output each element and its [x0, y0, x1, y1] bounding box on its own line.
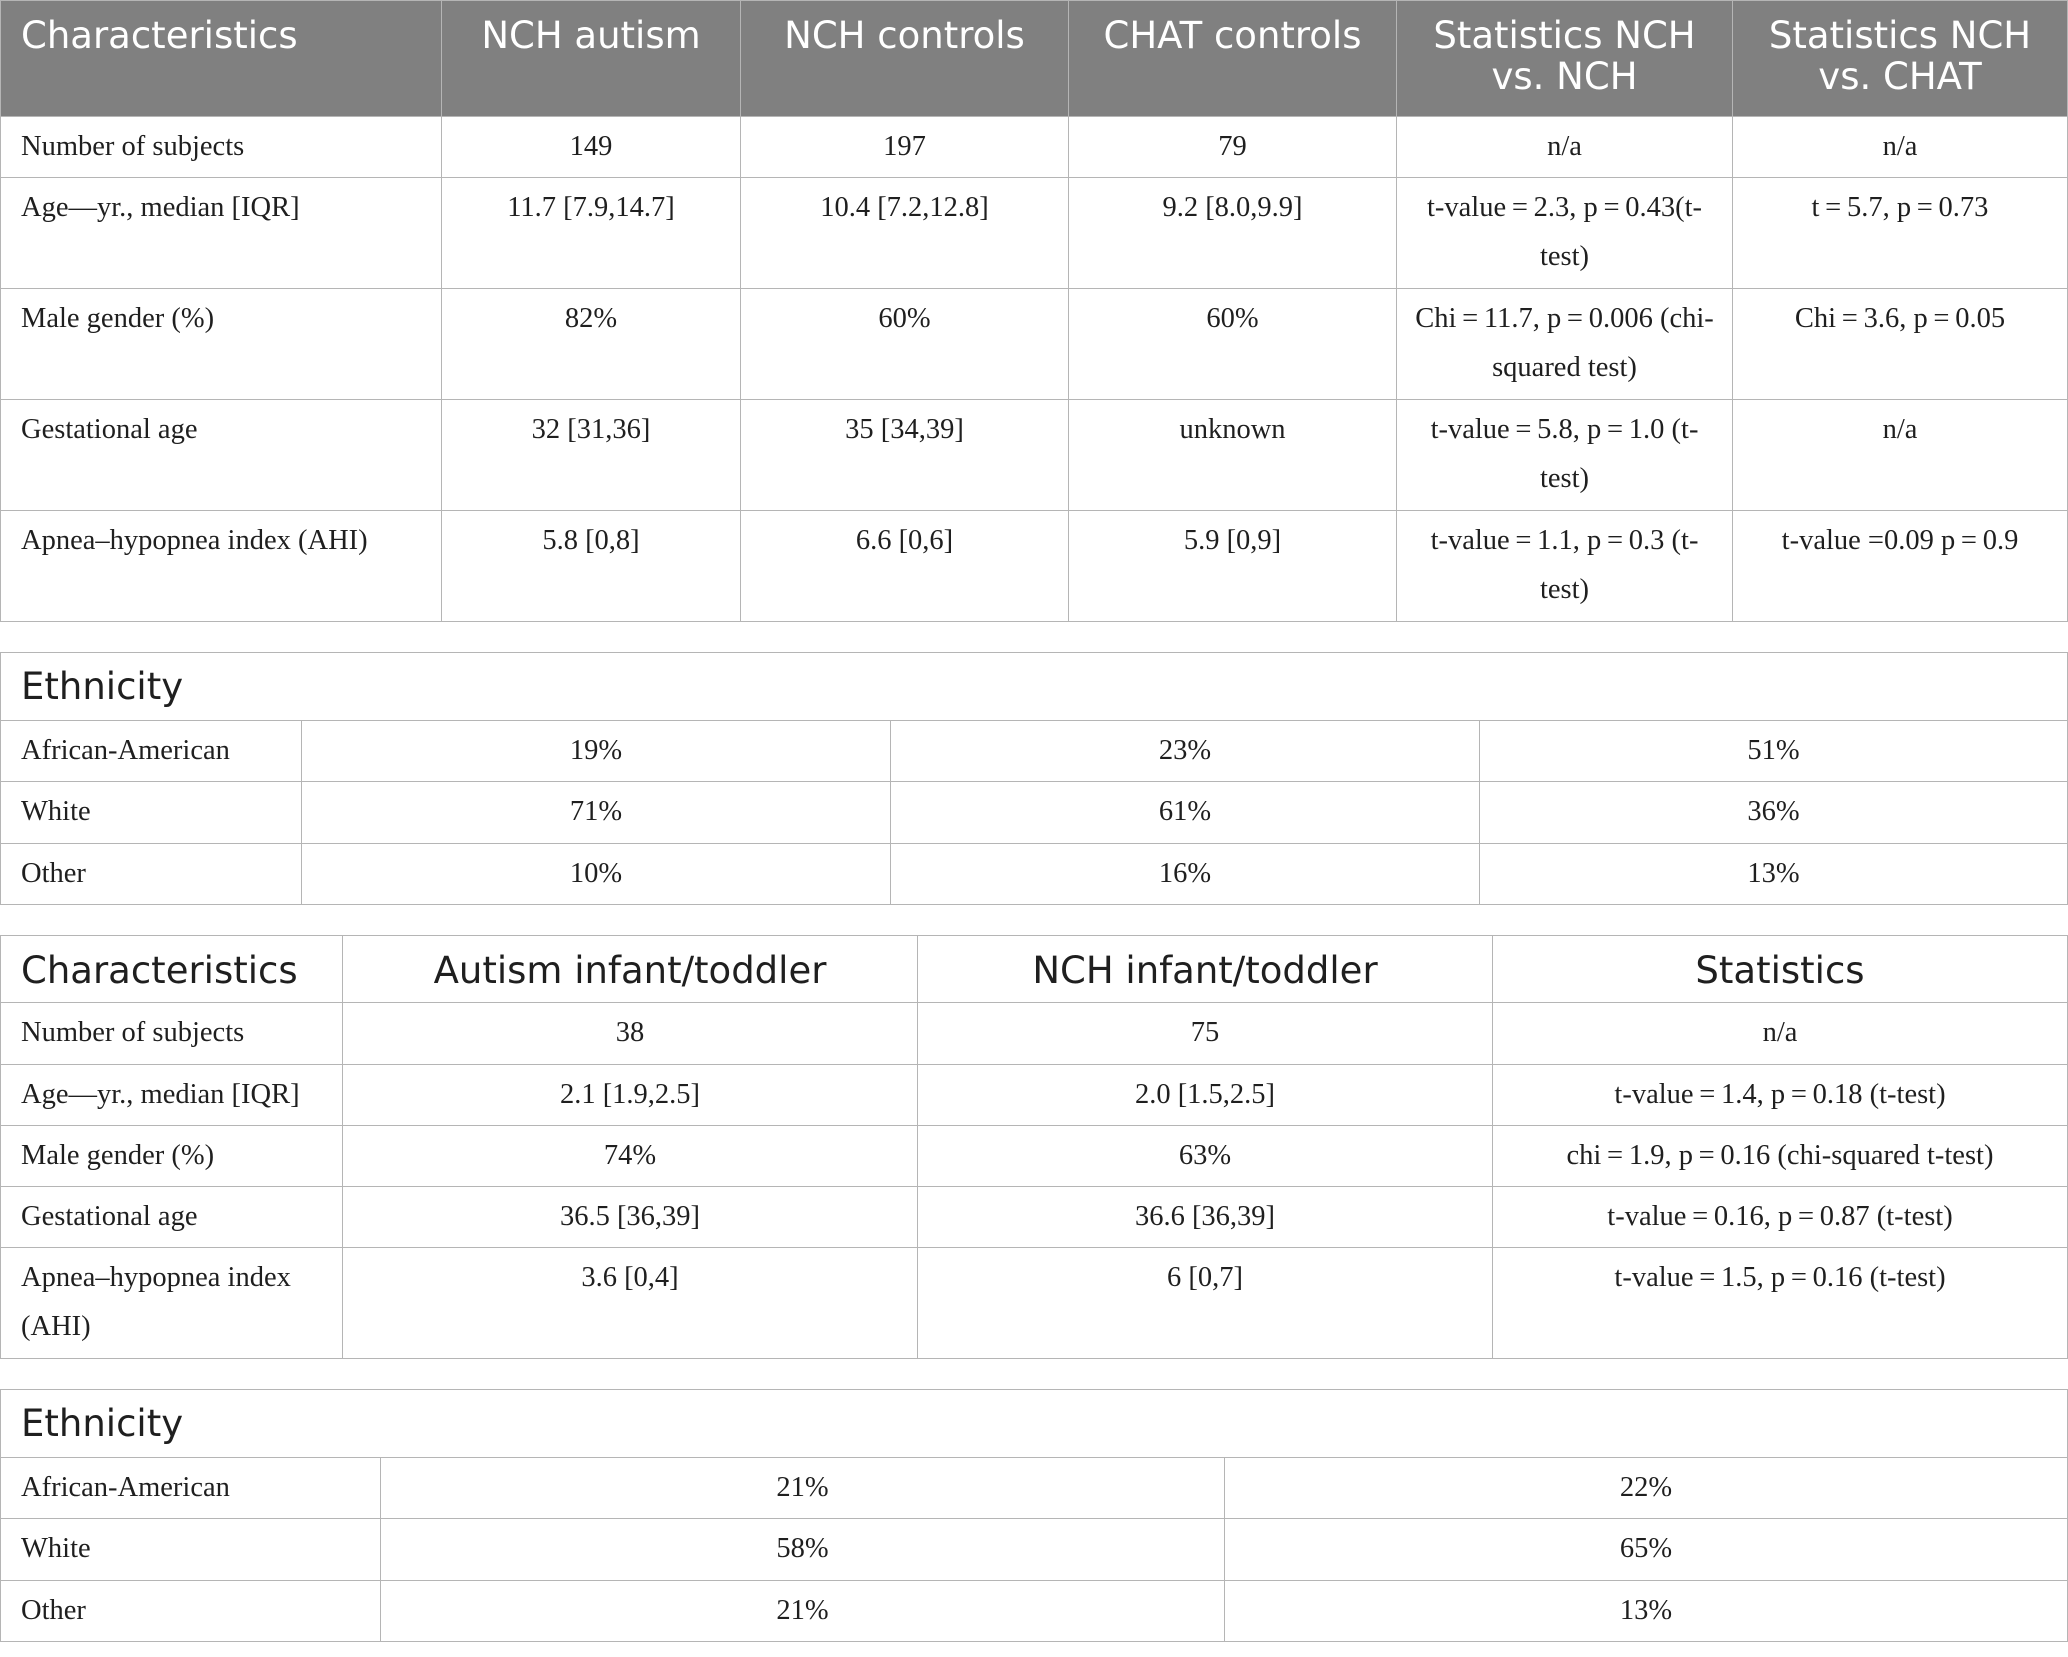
- table-cell: 5.8 [0,8]: [442, 511, 741, 622]
- table-cell: t-value = 5.8, p = 1.0 (t-test): [1397, 400, 1733, 511]
- table-cell: 32 [31,36]: [442, 400, 741, 511]
- table-cell: 5.9 [0,9]: [1069, 511, 1397, 622]
- row-label: Other: [1, 1580, 381, 1641]
- table-cell: 6 [0,7]: [918, 1248, 1493, 1359]
- table-cell: 38: [343, 1003, 918, 1064]
- row-label: Age—yr., median [IQR]: [1, 1064, 343, 1125]
- header-cell: Statistics NCH vs. NCH: [1397, 1, 1733, 117]
- table-cell: 79: [1069, 117, 1397, 178]
- table-cell: n/a: [1397, 117, 1733, 178]
- table-cell: 22%: [1225, 1457, 2068, 1518]
- table-cell: 19%: [302, 720, 891, 781]
- table-cell: 2.0 [1.5,2.5]: [918, 1064, 1493, 1125]
- table-cell: 23%: [891, 720, 1480, 781]
- table-row: [1, 117, 2068, 178]
- ethnicity-title: Ethnicity: [1, 653, 2068, 721]
- table-cell: 75: [918, 1003, 1493, 1064]
- characteristics-table-children: [0, 0, 2068, 622]
- table-cell: 10.4 [7.2,12.8]: [741, 178, 1069, 289]
- table-cell: 197: [741, 117, 1069, 178]
- table-cell: 65%: [1225, 1519, 2068, 1580]
- table-row: [1, 1248, 2068, 1359]
- row-label: White: [1, 1519, 381, 1580]
- table-cell: 11.7 [7.9,14.7]: [442, 178, 741, 289]
- row-label: Apnea–hypopnea index (AHI): [1, 1248, 343, 1359]
- table-header-row: [1, 1, 2068, 117]
- header-cell: Autism infant/toddler: [343, 936, 918, 1003]
- table-cell: chi = 1.9, p = 0.16 (chi-squared t-test): [1493, 1125, 2068, 1186]
- table-row: [1, 1125, 2068, 1186]
- table-cell: 36%: [1480, 782, 2068, 843]
- row-label: Number of subjects: [1, 1003, 343, 1064]
- table-cell: 13%: [1480, 843, 2068, 904]
- row-label: Gestational age: [1, 1186, 343, 1247]
- table-row: [1, 511, 2068, 622]
- row-label: African-American: [1, 720, 302, 781]
- row-label: Number of subjects: [1, 117, 442, 178]
- ethnicity-header-row: [1, 1390, 2068, 1458]
- header-cell: Statistics NCH vs. CHAT: [1733, 1, 2068, 117]
- row-label: Age—yr., median [IQR]: [1, 178, 442, 289]
- header-cell: NCH autism: [442, 1, 741, 117]
- table-row: [1, 1003, 2068, 1064]
- row-label: Apnea–hypopnea index (AHI): [1, 511, 442, 622]
- table-cell: t-value = 2.3, p = 0.43(t-test): [1397, 178, 1733, 289]
- table-row: [1, 1064, 2068, 1125]
- header-cell: CHAT controls: [1069, 1, 1397, 117]
- table-cell: 16%: [891, 843, 1480, 904]
- table-cell: t-value = 1.1, p = 0.3 (t-test): [1397, 511, 1733, 622]
- row-label: White: [1, 782, 302, 843]
- row-label: African-American: [1, 1457, 381, 1518]
- table-cell: t = 5.7, p = 0.73: [1733, 178, 2068, 289]
- table-cell: 74%: [343, 1125, 918, 1186]
- characteristics-table-infant-toddler: [0, 935, 2068, 1359]
- table-cell: Chi = 11.7, p = 0.006 (chi-squared test): [1397, 289, 1733, 400]
- table-cell: 58%: [381, 1519, 1225, 1580]
- ethnicity-title: Ethnicity: [1, 1390, 2068, 1458]
- table-cell: 21%: [381, 1580, 1225, 1641]
- table-cell: 149: [442, 117, 741, 178]
- table-cell: t-value = 1.5, p = 0.16 (t-test): [1493, 1248, 2068, 1359]
- ethnicity-table-infant-toddler: [0, 1389, 2068, 1642]
- table-cell: n/a: [1493, 1003, 2068, 1064]
- row-label: Male gender (%): [1, 289, 442, 400]
- table-row: [1, 782, 2068, 843]
- table-cell: 35 [34,39]: [741, 400, 1069, 511]
- row-label: Male gender (%): [1, 1125, 343, 1186]
- table-row: [1, 289, 2068, 400]
- table-row: [1, 720, 2068, 781]
- table-cell: t-value = 1.4, p = 0.18 (t-test): [1493, 1064, 2068, 1125]
- table-cell: 60%: [1069, 289, 1397, 400]
- table-cell: 82%: [442, 289, 741, 400]
- table-row: [1, 1519, 2068, 1580]
- row-label: Other: [1, 843, 302, 904]
- table-cell: 36.6 [36,39]: [918, 1186, 1493, 1247]
- table-cell: t-value =0.09 p = 0.9: [1733, 511, 2068, 622]
- ethnicity-header-row: [1, 653, 2068, 721]
- table-cell: 9.2 [8.0,9.9]: [1069, 178, 1397, 289]
- table-cell: 36.5 [36,39]: [343, 1186, 918, 1247]
- table-cell: unknown: [1069, 400, 1397, 511]
- table-cell: n/a: [1733, 400, 2068, 511]
- table-row: [1, 843, 2068, 904]
- table-cell: 13%: [1225, 1580, 2068, 1641]
- table-cell: 21%: [381, 1457, 1225, 1518]
- table-cell: t-value = 0.16, p = 0.87 (t-test): [1493, 1186, 2068, 1247]
- table-row: [1, 1186, 2068, 1247]
- table-cell: Chi = 3.6, p = 0.05: [1733, 289, 2068, 400]
- header-cell: Characteristics: [1, 1, 442, 117]
- table-cell: 3.6 [0,4]: [343, 1248, 918, 1359]
- table-cell: n/a: [1733, 117, 2068, 178]
- table-cell: 51%: [1480, 720, 2068, 781]
- table-row: [1, 1580, 2068, 1641]
- table-cell: 60%: [741, 289, 1069, 400]
- table-cell: 71%: [302, 782, 891, 843]
- row-label: Gestational age: [1, 400, 442, 511]
- table-cell: 2.1 [1.9,2.5]: [343, 1064, 918, 1125]
- header-cell: Characteristics: [1, 936, 343, 1003]
- table-cell: 63%: [918, 1125, 1493, 1186]
- table-row: [1, 1457, 2068, 1518]
- header-cell: Statistics: [1493, 936, 2068, 1003]
- table-cell: 6.6 [0,6]: [741, 511, 1069, 622]
- header-cell: NCH infant/toddler: [918, 936, 1493, 1003]
- table-header-row: [1, 936, 2068, 1003]
- table-row: [1, 400, 2068, 511]
- header-cell: NCH controls: [741, 1, 1069, 117]
- ethnicity-table-children: [0, 652, 2068, 905]
- table-cell: 61%: [891, 782, 1480, 843]
- table-cell: 10%: [302, 843, 891, 904]
- table-row: [1, 178, 2068, 289]
